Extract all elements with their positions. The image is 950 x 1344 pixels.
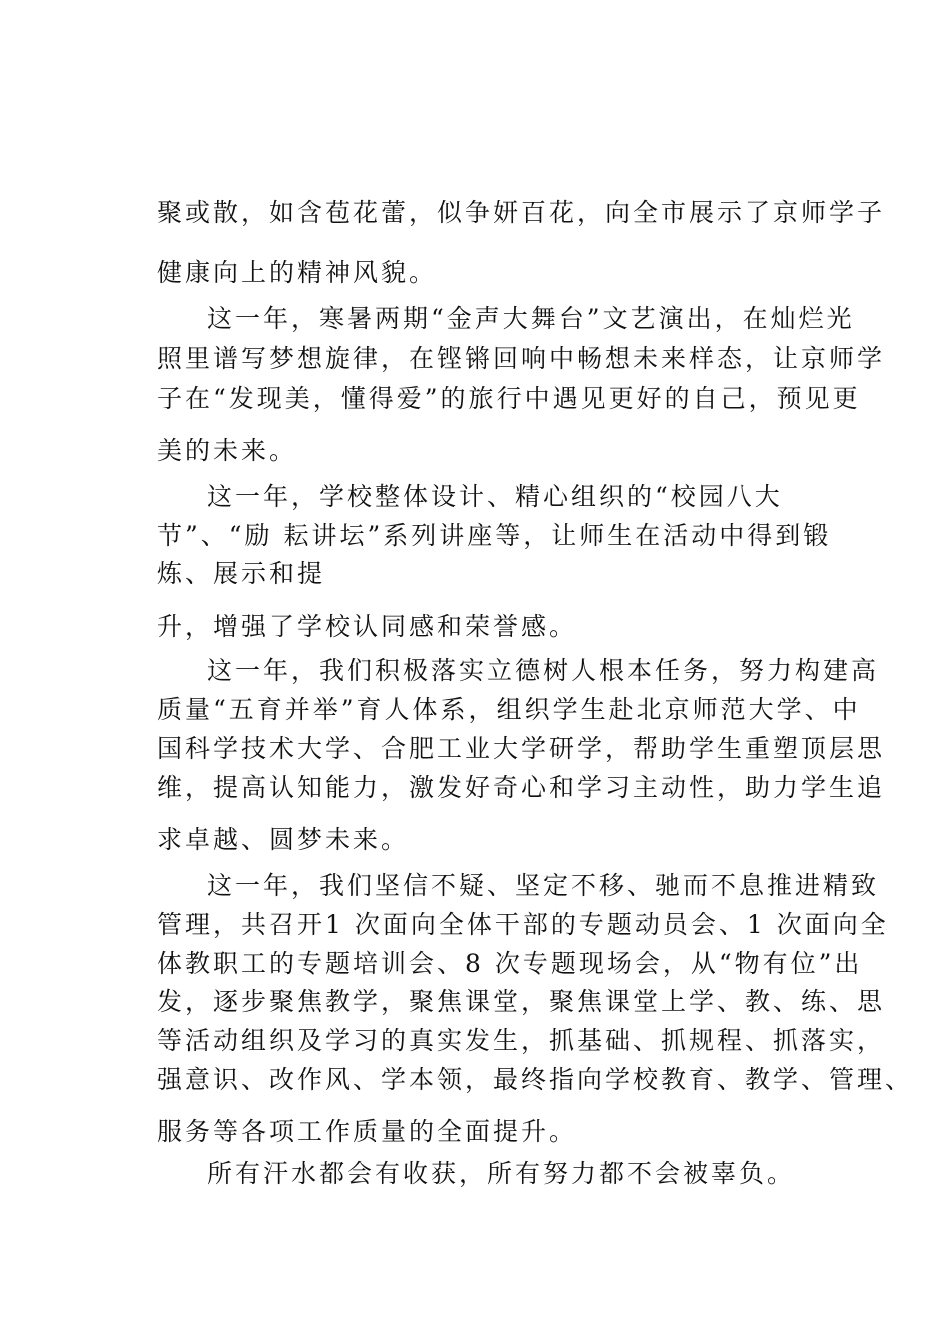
- text-line: 维，提高认知能力，激发好奇心和学习主动性，助力学生追: [157, 773, 886, 802]
- text-line: 健康向上的精神风貌。: [157, 258, 438, 287]
- text-line: 质量“五育并举”育人体系，组织学生赴北京师范大学、中: [157, 695, 861, 724]
- text-line: 强意识、改作风、学本领，最终指向学校教育、教学、管理、: [157, 1065, 914, 1094]
- paragraph-start-line: 所有汗水都会有收获，所有努力都不会被辜负。: [207, 1159, 796, 1188]
- paragraph-start-line: 这一年，我们坚信不疑、坚定不移、驰而不息推进精致: [207, 871, 880, 900]
- text-line: 求卓越、圆梦未来。: [157, 825, 410, 854]
- text-line: 照里谱写梦想旋律，在铿锵回响中畅想未来样态，让京师学: [157, 344, 886, 373]
- text-line: 发，逐步聚焦教学，聚焦课堂，聚焦课堂上学、教、练、思: [157, 987, 886, 1016]
- paragraph-start-line: 这一年，寒暑两期“金声大舞台”文艺演出，在灿烂光: [207, 304, 855, 333]
- paragraph-start-line: 这一年，我们积极落实立德树人根本任务，努力构建高: [207, 656, 880, 685]
- text-line: 节”、“励 耘讲坛”系列讲座等，让师生在活动中得到锻: [157, 521, 832, 550]
- text-line: 聚或散，如含苞花蕾，似争妍百花，向全市展示了京师学子: [157, 198, 886, 227]
- text-line: 炼、展示和提: [157, 559, 326, 588]
- text-line: 子在“发现美，懂得爱”的旅行中遇见更好的自己，预见更: [157, 384, 861, 413]
- text-line: 服务等各项工作质量的全面提升。: [157, 1117, 578, 1146]
- text-line: 管理，共召开1 次面向全体干部的专题动员会、1 次面向全: [157, 910, 889, 939]
- text-line: 升，增强了学校认同感和荣誉感。: [157, 612, 578, 641]
- text-line: 等活动组织及学习的真实发生，抓基础、抓规程、抓落实，: [157, 1026, 886, 1055]
- paragraph-start-line: 这一年，学校整体设计、精心组织的“校园八大: [207, 482, 783, 511]
- text-line: 美的未来。: [157, 436, 298, 465]
- text-line: 体教职工的专题培训会、8 次专题现场会，从“物有位”出: [157, 949, 863, 978]
- text-line: 国科学技术大学、合肥工业大学研学，帮助学生重塑顶层思: [157, 734, 886, 763]
